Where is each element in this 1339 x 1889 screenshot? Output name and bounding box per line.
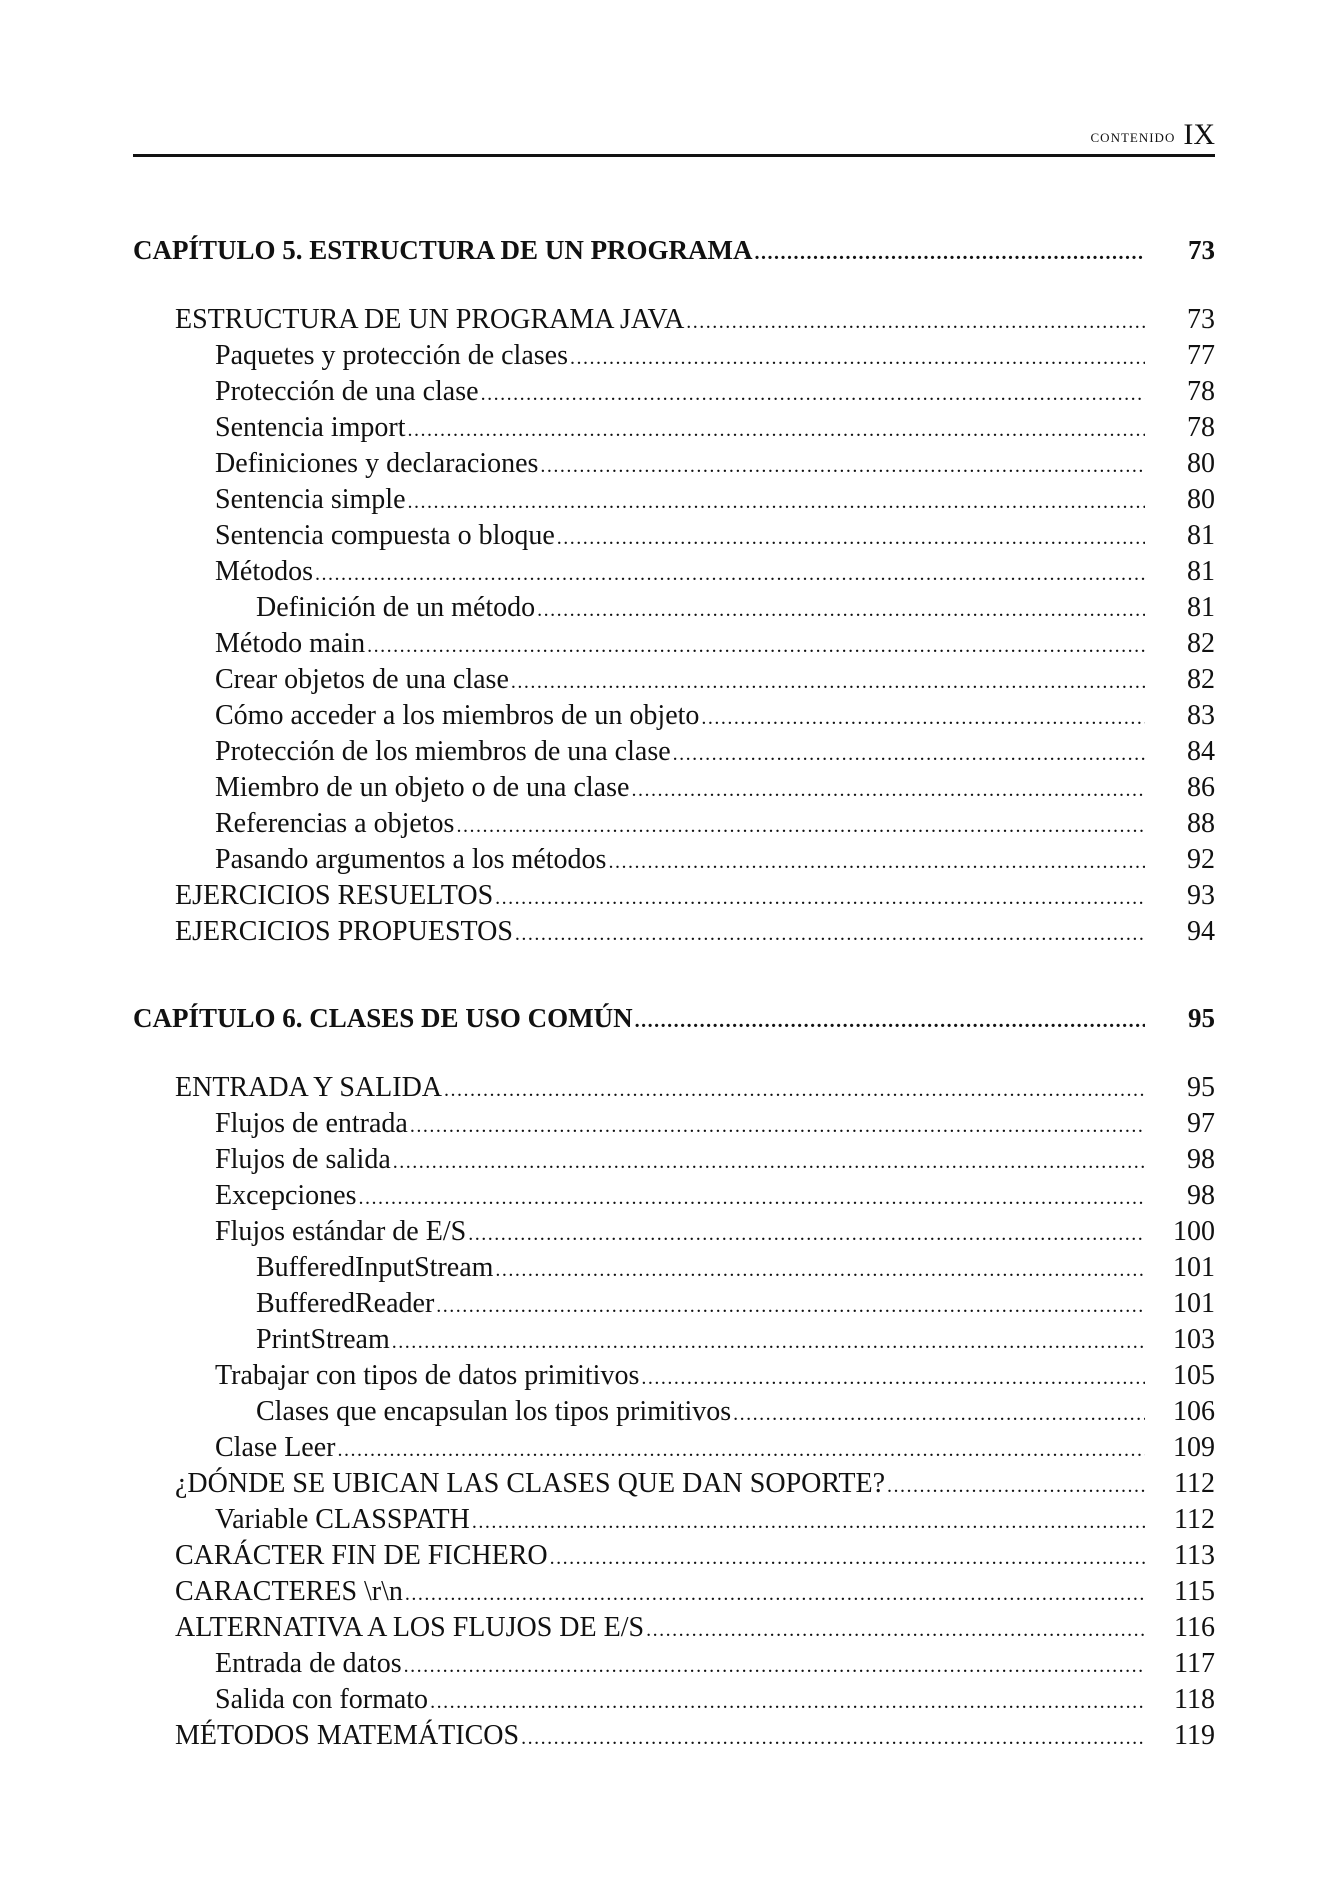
toc-entry bbox=[215, 662, 1215, 698]
running-title: contenido bbox=[1090, 126, 1176, 146]
toc-entry-title: Definición de un método bbox=[256, 592, 536, 623]
toc-entry-page: 116 bbox=[1174, 1612, 1215, 1643]
toc-entry-title: Trabajar con tipos de datos primitivos bbox=[215, 1360, 640, 1391]
toc-entry-page: 97 bbox=[1187, 1108, 1215, 1139]
dot-leader bbox=[408, 484, 1145, 520]
dot-leader bbox=[468, 1216, 1145, 1252]
toc-entry-title: Protección de los miembros de una clase bbox=[215, 736, 671, 767]
toc-entry-title: Sentencia import bbox=[215, 412, 406, 443]
dot-leader bbox=[367, 628, 1145, 664]
toc-entry-title: Clases que encapsulan los tipos primitivos bbox=[256, 1396, 732, 1427]
toc-entry-title: Método main bbox=[215, 628, 366, 659]
toc-entry-title: Sentencia compuesta o bloque bbox=[215, 520, 555, 551]
toc-entry bbox=[215, 410, 1215, 446]
dot-leader bbox=[887, 1468, 1145, 1504]
toc-entry-title: Flujos de entrada bbox=[215, 1108, 408, 1139]
toc-entry-title: Definiciones y declaraciones bbox=[215, 448, 539, 479]
toc-entry-page: 98 bbox=[1187, 1180, 1215, 1211]
toc-entry bbox=[256, 1250, 1215, 1286]
toc-entry-page: 117 bbox=[1174, 1648, 1215, 1679]
toc-entry-page: 119 bbox=[1174, 1720, 1215, 1751]
toc-entry-title: Protección de una clase bbox=[215, 376, 479, 407]
toc-entry-title: Crear objetos de una clase bbox=[215, 664, 509, 695]
toc-entry-page: 94 bbox=[1187, 916, 1215, 947]
toc-entry bbox=[175, 1070, 1215, 1106]
toc-entry bbox=[175, 1574, 1215, 1610]
toc-entry-title: BufferedInputStream bbox=[256, 1252, 494, 1283]
toc-entry bbox=[175, 1538, 1215, 1574]
toc-entry bbox=[215, 1646, 1215, 1682]
dot-leader bbox=[315, 556, 1145, 592]
dot-leader bbox=[701, 700, 1145, 736]
toc-entry-page: 115 bbox=[1174, 1576, 1215, 1607]
toc-entry bbox=[256, 590, 1215, 626]
running-head bbox=[133, 118, 1215, 158]
toc-entry-title: CARÁCTER FIN DE FICHERO bbox=[175, 1540, 548, 1571]
toc-entry bbox=[215, 446, 1215, 482]
toc-entry-page: 95 bbox=[1188, 1003, 1215, 1033]
toc-entry bbox=[215, 842, 1215, 878]
toc-entry-page: 113 bbox=[1174, 1540, 1215, 1571]
toc-entry-title: EJERCICIOS RESUELTOS bbox=[175, 880, 494, 911]
toc-entry-page: 106 bbox=[1173, 1396, 1215, 1427]
toc-entry-page: 80 bbox=[1187, 448, 1215, 479]
toc-entry-title: ALTERNATIVA A LOS FLUJOS DE E/S bbox=[175, 1612, 645, 1643]
dot-leader bbox=[540, 448, 1145, 484]
toc-entry-page: 92 bbox=[1187, 844, 1215, 875]
toc-entry-page: 105 bbox=[1173, 1360, 1215, 1391]
dot-leader bbox=[521, 1720, 1145, 1756]
toc-entry-page: 82 bbox=[1187, 664, 1215, 695]
dot-leader bbox=[495, 880, 1145, 916]
toc-entry-title: CAPÍTULO 5. ESTRUCTURA DE UN PROGRAMA bbox=[133, 235, 753, 265]
toc-entry-page: 93 bbox=[1187, 880, 1215, 911]
toc-entry-page: 86 bbox=[1187, 772, 1215, 803]
toc-entry bbox=[215, 554, 1215, 590]
dot-leader bbox=[537, 592, 1145, 628]
dot-leader bbox=[755, 235, 1145, 271]
toc-entry-title: Variable CLASSPATH bbox=[215, 1504, 470, 1535]
toc-entry bbox=[215, 1142, 1215, 1178]
toc-entry bbox=[215, 770, 1215, 806]
toc-entry-title: Pasando argumentos a los métodos bbox=[215, 844, 607, 875]
toc-entry-page: 109 bbox=[1173, 1432, 1215, 1463]
toc-entry bbox=[215, 482, 1215, 518]
dot-leader bbox=[608, 844, 1145, 880]
toc-entry-title: Flujos de salida bbox=[215, 1144, 391, 1175]
toc-entry-title: Cómo acceder a los miembros de un objeto bbox=[215, 700, 700, 731]
toc-entry-title: Salida con formato bbox=[215, 1684, 429, 1715]
dot-leader bbox=[410, 1108, 1145, 1144]
toc-entry-page: 112 bbox=[1174, 1468, 1215, 1499]
dot-leader bbox=[392, 1324, 1145, 1360]
toc-entry-title: Clase Leer bbox=[215, 1432, 336, 1463]
dot-leader bbox=[557, 520, 1145, 556]
toc-entry bbox=[215, 734, 1215, 770]
toc-entry bbox=[215, 626, 1215, 662]
toc-entry bbox=[175, 1466, 1215, 1502]
dot-leader bbox=[570, 340, 1145, 376]
toc-entry-title: ESTRUCTURA DE UN PROGRAMA JAVA bbox=[175, 304, 685, 335]
toc-entry bbox=[215, 1502, 1215, 1538]
toc-entry-page: 77 bbox=[1187, 340, 1215, 371]
dot-leader bbox=[436, 1288, 1145, 1324]
toc-entry-title: ENTRADA Y SALIDA bbox=[175, 1072, 443, 1103]
toc-entry-title: BufferedReader bbox=[256, 1288, 435, 1319]
page-number: IX bbox=[1183, 118, 1215, 151]
toc-entry-page: 78 bbox=[1187, 376, 1215, 407]
dot-leader bbox=[472, 1504, 1145, 1540]
toc-entry-title: ¿DÓNDE SE UBICAN LAS CLASES QUE DAN SOPORTE? bbox=[175, 1468, 885, 1499]
toc-entry-title: Excepciones bbox=[215, 1180, 357, 1211]
toc-entry-page: 81 bbox=[1187, 520, 1215, 551]
dot-leader bbox=[515, 916, 1145, 952]
toc-entry-title: MÉTODOS MATEMÁTICOS bbox=[175, 1720, 520, 1751]
toc-entry-page: 81 bbox=[1187, 592, 1215, 623]
dot-leader bbox=[635, 1003, 1145, 1039]
toc-entry-page: 78 bbox=[1187, 412, 1215, 443]
toc-entry bbox=[175, 914, 1215, 950]
toc-entry-page: 88 bbox=[1187, 808, 1215, 839]
toc-entry bbox=[215, 1682, 1215, 1718]
dot-leader bbox=[404, 1648, 1145, 1684]
toc-entry-title: Flujos estándar de E/S bbox=[215, 1216, 467, 1247]
toc-entry-title: Entrada de datos bbox=[215, 1648, 402, 1679]
toc-entry bbox=[175, 1718, 1215, 1754]
toc-entry-title: Paquetes y protección de clases bbox=[215, 340, 568, 371]
dot-leader bbox=[673, 736, 1145, 772]
toc-entry-page: 112 bbox=[1174, 1504, 1215, 1535]
toc-entry-page: 101 bbox=[1173, 1288, 1215, 1319]
toc-entry-page: 98 bbox=[1187, 1144, 1215, 1175]
toc-entry bbox=[215, 518, 1215, 554]
toc-entry-page: 80 bbox=[1187, 484, 1215, 515]
dot-leader bbox=[631, 772, 1145, 808]
toc-entry bbox=[215, 1430, 1215, 1466]
toc-entry-page: 103 bbox=[1173, 1324, 1215, 1355]
toc-entry-page: 118 bbox=[1174, 1684, 1215, 1715]
toc-entry-title: CAPÍTULO 6. CLASES DE USO COMÚN bbox=[133, 1003, 633, 1033]
toc-entry bbox=[215, 1178, 1215, 1214]
dot-leader bbox=[338, 1432, 1146, 1468]
toc-entry-title: Sentencia simple bbox=[215, 484, 406, 515]
toc-entry bbox=[215, 1358, 1215, 1394]
toc-entry-page: 95 bbox=[1187, 1072, 1215, 1103]
dot-leader bbox=[456, 808, 1145, 844]
toc-entry-title: EJERCICIOS PROPUESTOS bbox=[175, 916, 513, 947]
dot-leader bbox=[408, 412, 1145, 448]
toc-entry-page: 84 bbox=[1187, 736, 1215, 767]
toc-entry-page: 100 bbox=[1173, 1216, 1215, 1247]
toc-entry-page: 101 bbox=[1173, 1252, 1215, 1283]
toc-entry-title: PrintStream bbox=[256, 1324, 390, 1355]
toc-chapter-entry bbox=[133, 232, 1215, 268]
toc-entry-title: CARACTERES \r\n bbox=[175, 1576, 403, 1607]
toc-entry bbox=[215, 1214, 1215, 1250]
toc-entry bbox=[256, 1322, 1215, 1358]
dot-leader bbox=[430, 1684, 1145, 1720]
toc-chapter-entry bbox=[133, 1000, 1215, 1036]
dot-leader bbox=[444, 1072, 1145, 1108]
header-rule bbox=[133, 154, 1215, 157]
toc-entry bbox=[256, 1286, 1215, 1322]
toc-entry-page: 73 bbox=[1187, 304, 1215, 335]
toc-entry bbox=[175, 878, 1215, 914]
dot-leader bbox=[733, 1396, 1145, 1432]
dot-leader bbox=[550, 1540, 1145, 1576]
dot-leader bbox=[495, 1252, 1145, 1288]
dot-leader bbox=[359, 1180, 1146, 1216]
toc-entry-title: Referencias a objetos bbox=[215, 808, 455, 839]
dot-leader bbox=[646, 1612, 1145, 1648]
toc-entry bbox=[175, 1610, 1215, 1646]
toc-entry bbox=[215, 806, 1215, 842]
dot-leader bbox=[481, 376, 1145, 412]
dot-leader bbox=[511, 664, 1145, 700]
toc-entry bbox=[175, 302, 1215, 338]
toc-entry bbox=[215, 1106, 1215, 1142]
toc-entry bbox=[256, 1394, 1215, 1430]
dot-leader bbox=[405, 1576, 1145, 1612]
toc-entry bbox=[215, 338, 1215, 374]
toc-entry bbox=[215, 374, 1215, 410]
dot-leader bbox=[393, 1144, 1145, 1180]
toc-entry-page: 73 bbox=[1188, 235, 1215, 265]
toc-entry-title: Métodos bbox=[215, 556, 313, 587]
toc-entry-page: 83 bbox=[1187, 700, 1215, 731]
toc-entry-title: Miembro de un objeto o de una clase bbox=[215, 772, 630, 803]
dot-leader bbox=[686, 304, 1145, 340]
toc-entry bbox=[215, 698, 1215, 734]
toc-entry-page: 82 bbox=[1187, 628, 1215, 659]
toc-entry-page: 81 bbox=[1187, 556, 1215, 587]
dot-leader bbox=[641, 1360, 1145, 1396]
